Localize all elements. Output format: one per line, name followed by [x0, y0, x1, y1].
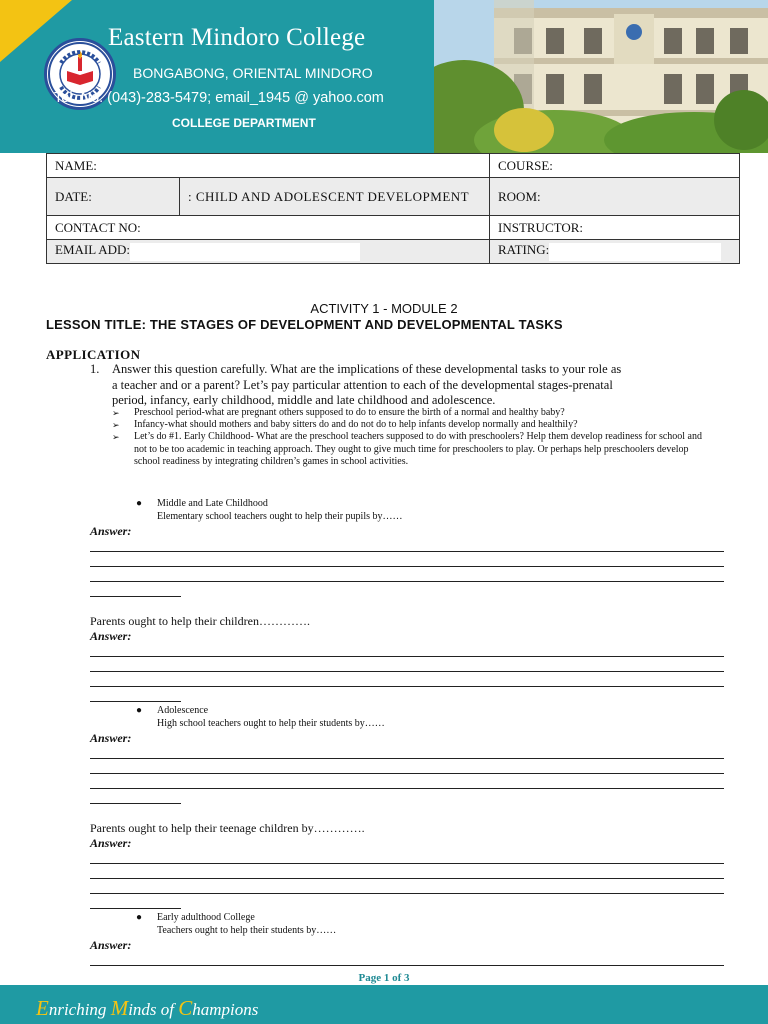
- name-field[interactable]: [47, 154, 490, 178]
- list-item: ➢ Preschool period-what are pregnant others supposed to do to ensure the birth of a normal and healthy baby?: [112, 407, 565, 418]
- page-number: Page 1 of 3: [358, 972, 410, 984]
- contact-no-label: CONTACT NO:: [55, 219, 141, 235]
- course-field[interactable]: [490, 154, 740, 178]
- section-title: APPLICATION: [46, 347, 141, 362]
- college-header: [0, 0, 768, 153]
- college-name: Eastern Mindoro College: [108, 24, 366, 51]
- email-label: EMAIL ADD:: [55, 242, 130, 258]
- student-info-table: [46, 153, 740, 264]
- subject-cell: [180, 178, 490, 216]
- middle-childhood-prompt: Elementary school teachers ought to help their pupils by……: [157, 510, 403, 522]
- date-field[interactable]: [47, 178, 180, 216]
- instructor-label: INSTRUCTOR:: [498, 219, 583, 235]
- answer-line[interactable]: [90, 551, 724, 552]
- early-adult-title: Early adulthood College: [157, 912, 255, 923]
- department-label: COLLEGE DEPARTMENT: [172, 116, 316, 130]
- college-address: BONGABONG, ORIENTAL MINDORO: [133, 65, 373, 81]
- early-adulthood-item: [136, 912, 336, 937]
- bullet-icon: ●: [136, 912, 143, 923]
- answer-line[interactable]: [90, 965, 724, 966]
- list-item: ➢ Let’s do #1. Early Childhood- What are the preschool teachers supposed to do with preschoolers? Help them develop readiness for school and not to be too academic in teaching approach. They ought to give much time for preschoolers to play. Or perhaps help preschoolers develop school readiness by integrating children’s games in school activities.: [112, 431, 702, 467]
- course-label: COURSE:: [498, 157, 553, 173]
- parents-teen-prompt: Parents ought to help their teenage children by………….: [90, 821, 365, 835]
- arrow-bullet-icon: ➢: [112, 432, 120, 443]
- email-input-box[interactable]: [130, 243, 360, 261]
- answer-line[interactable]: [90, 788, 724, 789]
- adolescence-prompt: High school teachers ought to help their students by……: [157, 717, 385, 729]
- question-number: 1.: [90, 362, 100, 376]
- answer-line[interactable]: [90, 803, 181, 804]
- answer-line[interactable]: [90, 758, 724, 759]
- answer-label: Answer:: [90, 938, 132, 952]
- bullet-icon: ●: [136, 705, 143, 716]
- rating-input-box[interactable]: [549, 243, 721, 261]
- middle-childhood-item: [136, 498, 403, 523]
- answer-label: Answer:: [90, 629, 132, 643]
- activity-heading: ACTIVITY 1 - MODULE 2: [310, 301, 458, 316]
- room-label: ROOM:: [498, 188, 541, 204]
- answer-line[interactable]: [90, 878, 724, 879]
- question-text: [90, 362, 722, 409]
- arrow-bullet-icon: ➢: [112, 408, 120, 418]
- bullet-icon: ●: [136, 498, 143, 509]
- room-field[interactable]: [490, 178, 740, 216]
- answer-label: Answer:: [90, 731, 132, 745]
- campus-building-photo: [434, 0, 768, 153]
- lesson-title: LESSON TITLE: THE STAGES OF DEVELOPMENT AND DEVELOPMENTAL TASKS: [46, 317, 563, 332]
- arrow-bullet-icon: ➢: [112, 420, 120, 431]
- question-line-1: Answer this question carefully. What are the implications of these developmental tasks to your role as: [112, 362, 622, 376]
- early-adult-prompt: Teachers ought to help their students by……: [157, 924, 337, 936]
- question-line-2: a teacher and or a parent? Let’s pay particular attention to each of the developmental stages-prenatal: [112, 377, 613, 392]
- answer-line[interactable]: [90, 686, 724, 687]
- adolescence-item: [136, 705, 385, 730]
- answer-label: Answer:: [90, 524, 132, 538]
- footer-bar: [0, 985, 768, 1024]
- answer-line[interactable]: [90, 701, 181, 702]
- date-label: DATE:: [55, 188, 92, 204]
- contact-no-field[interactable]: [47, 216, 490, 240]
- answer-line[interactable]: [90, 893, 724, 894]
- parents-children-prompt: Parents ought to help their children………….: [90, 614, 310, 628]
- answer-line[interactable]: [90, 671, 724, 672]
- instructor-field[interactable]: [490, 216, 740, 240]
- middle-childhood-title: Middle and Late Childhood: [157, 498, 268, 509]
- answer-line[interactable]: [90, 656, 724, 657]
- rating-field[interactable]: [490, 240, 740, 264]
- answer-line[interactable]: [90, 773, 724, 774]
- college-contact: Tel. No. (043)-283-5479; email_1945 @ yahoo.com: [54, 90, 384, 106]
- answer-line[interactable]: [90, 863, 724, 864]
- email-field[interactable]: [47, 240, 490, 264]
- rating-label: RATING:: [498, 242, 550, 258]
- answer-line[interactable]: [90, 566, 724, 567]
- subject-text: : CHILD AND ADOLESCENT DEVELOPMENT: [188, 189, 470, 204]
- name-label: NAME:: [55, 157, 97, 173]
- answer-line[interactable]: [90, 596, 181, 597]
- list-item: ➢ Infancy-what should mothers and baby sitters do and do not do to help infants develop normally and healthily?: [112, 419, 578, 431]
- stage-guidance-list: [112, 407, 712, 468]
- answer-line[interactable]: [90, 581, 724, 582]
- answer-label: Answer:: [90, 836, 132, 850]
- answer-line[interactable]: [90, 908, 181, 909]
- question-line-3: period, infancy, early childhood, middle and late childhood and adolescence.: [112, 393, 496, 407]
- college-motto: Enriching Minds of Champions: [36, 996, 259, 1020]
- adolescence-title: Adolescence: [157, 705, 209, 716]
